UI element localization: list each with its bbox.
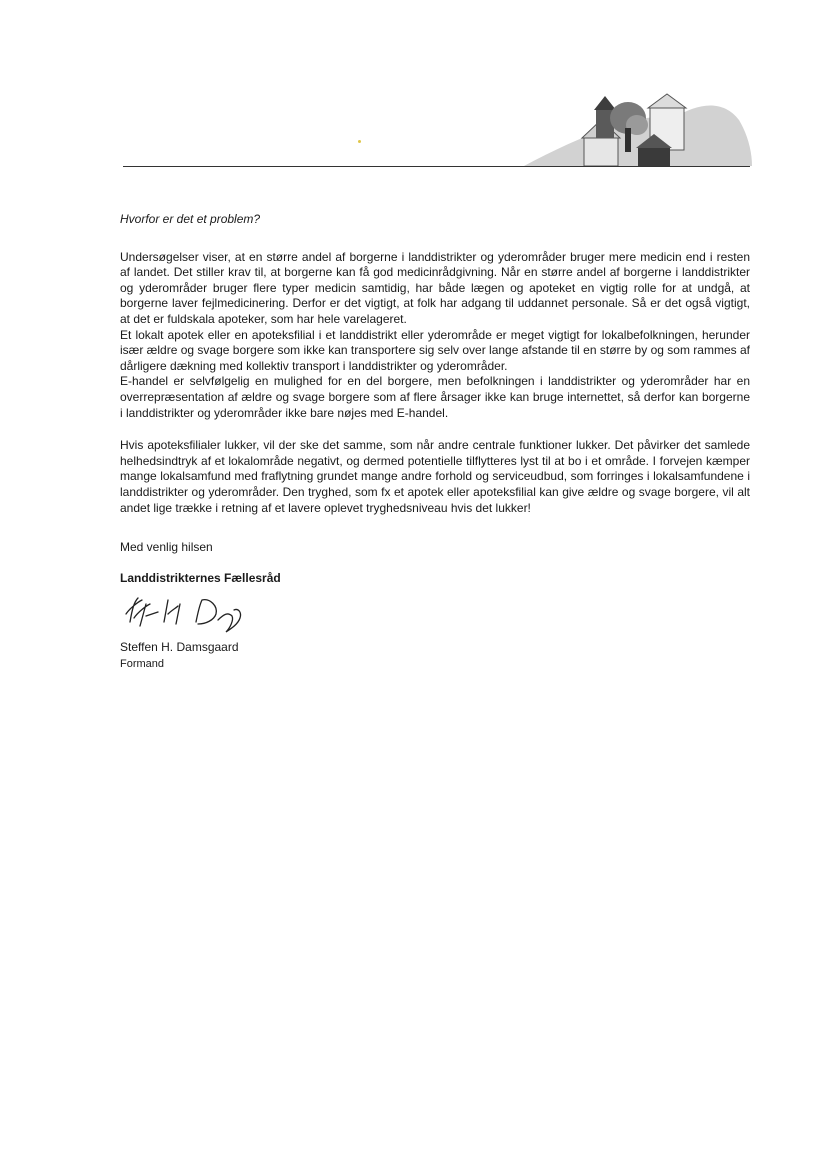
organization-name: Landdistrikternes Fællesråd — [120, 570, 281, 585]
letter-body — [120, 212, 750, 672]
closing-greeting: Med venlig hilsen — [120, 540, 213, 555]
handwritten-signature — [120, 592, 250, 634]
paragraph-4: Hvis apoteksfilialer lukker, vil der ske det samme, som når andre centrale funktioner lukker. Det påvirker det samlede helhedsindtryk af et lokalområde negativt, og dermed potentielle tilflytteres lyst til at bo i et område. I forvejen kæmper mange lokalsamfund med fraflytning grundet mange andre forhold og serviceudbud, som forringes i lokalsamfundene i landdistrikter og yderområder. Den tryghed, som fx et apotek eller apoteksfilial kan give ældre og svage borgere, vil alt andet lige trække i retning af et lavere oplevet tryghedsniveau hvis det lukker! — [120, 438, 750, 515]
signer-name: Steffen H. Damsgaard — [120, 640, 239, 655]
paragraph-1: Undersøgelser viser, at en større andel af borgerne i landdistrikter og yderområder bruger mere medicin end i resten af landet. Det stiller krav til, at borgerne kan få god medicinrådgivning. Når en større andel af borgerne i landdistrikter og yderområder bruger flere typer medicin samtidig, har både lægen og apoteket en vigtig rolle for at undgå, at borgerne laver fejlmedicinering. Derfor er det vigtigt, at folk har adgang til uddannet personale. Så er det også vigtigt, at det er fuldskala apoteker, som har hele varelageret. — [120, 249, 750, 326]
stray-mark — [358, 140, 361, 143]
village-logo — [524, 90, 752, 170]
house-front-dark — [638, 148, 670, 166]
house-left — [584, 138, 618, 166]
house-tall-roof — [594, 96, 616, 110]
section-heading: Hvorfor er det et problem? — [120, 212, 261, 226]
header-rule — [123, 166, 750, 167]
paragraph-2: Et lokalt apotek eller en apoteksfilial i et landdistrikt eller yderområde er meget vigtigt for lokalbefolkningen, herunder især ældre og svage borgere som ikke kan transportere sig selv over lange afstande til en større by og som rammes af dårligere dækning med kollektiv transport i landdistrikter og yderområder. — [120, 327, 750, 373]
signer-title: Formand — [120, 657, 165, 670]
paragraph-3: E-handel er selvfølgelig en mulighed for en del borgere, men befolkningen i landdistrikter og yderområder har en overrepræsentation af ældre og svage borgere som af flere årsager ikke kan bruge internettet, så derfor kan borgerne i landdistrikter og yderområder ikke bare nøjes med E-handel. — [120, 374, 750, 420]
house-right-roof — [648, 94, 686, 108]
tree-trunk — [625, 128, 631, 152]
